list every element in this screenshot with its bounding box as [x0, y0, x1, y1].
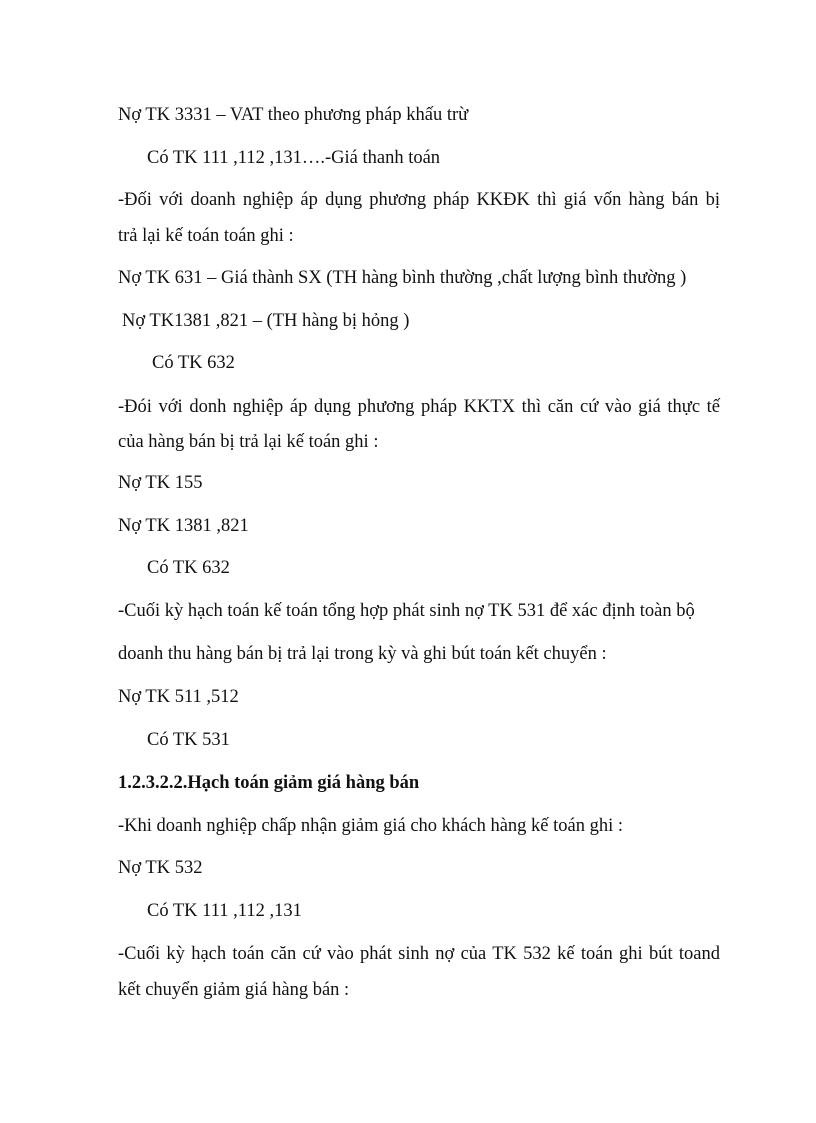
paragraph-line: -Cuối kỳ hạch toán kế toán tổng hợp phát sinh nợ TK 531 để xác định toàn bộ	[118, 601, 695, 621]
text-line: Có TK 531	[147, 730, 230, 750]
text-line: Nợ TK 532	[118, 858, 203, 878]
text-line: kết chuyển giảm giá hàng bán :	[118, 980, 350, 1000]
text-line: -Khi doanh nghiệp chấp nhận giảm giá cho khách hàng kế toán ghi :	[118, 816, 624, 836]
section-heading: 1.2.3.2.2.Hạch toán giảm giá hàng bán	[118, 773, 420, 793]
paragraph-line: -Đói với donh nghiệp áp dụng phương pháp KKTX thì căn cứ vào giá thực tế	[118, 397, 720, 417]
paragraph-line: -Cuối kỳ hạch toán căn cứ vào phát sinh nợ của TK 532 kế toán ghi bút toand	[118, 944, 720, 964]
text-line: Có TK 111 ,112 ,131	[147, 901, 302, 921]
text-line: Nợ TK 3331 – VAT theo phương pháp khấu trừ	[118, 105, 469, 125]
text-line: Nợ TK 511 ,512	[118, 687, 239, 707]
text-line: Có TK 632	[147, 558, 230, 578]
text-line: doanh thu hàng bán bị trả lại trong kỳ và ghi bút toán kết chuyển :	[118, 644, 607, 664]
text-line: Có TK 632	[152, 353, 235, 373]
text-line: Có TK 111 ,112 ,131….-Giá thanh toán	[147, 148, 441, 168]
text-line: của hàng bán bị trả lại kế toán ghi :	[118, 432, 379, 452]
text-line: Nợ TK 155	[118, 473, 203, 493]
text-line: Nợ TK 1381 ,821	[118, 516, 249, 536]
text-line: Nợ TK1381 ,821 – (TH hàng bị hỏng )	[122, 311, 410, 331]
paragraph-line: -Đối với doanh nghiệp áp dụng phương pháp KKĐK thì giá vốn hàng bán bị	[118, 190, 720, 210]
text-line: Nợ TK 631 – Giá thành SX (TH hàng bình thường ,chất lượng bình thường )	[118, 268, 687, 288]
text-line: trả lại kế toán toán ghi :	[118, 226, 294, 246]
